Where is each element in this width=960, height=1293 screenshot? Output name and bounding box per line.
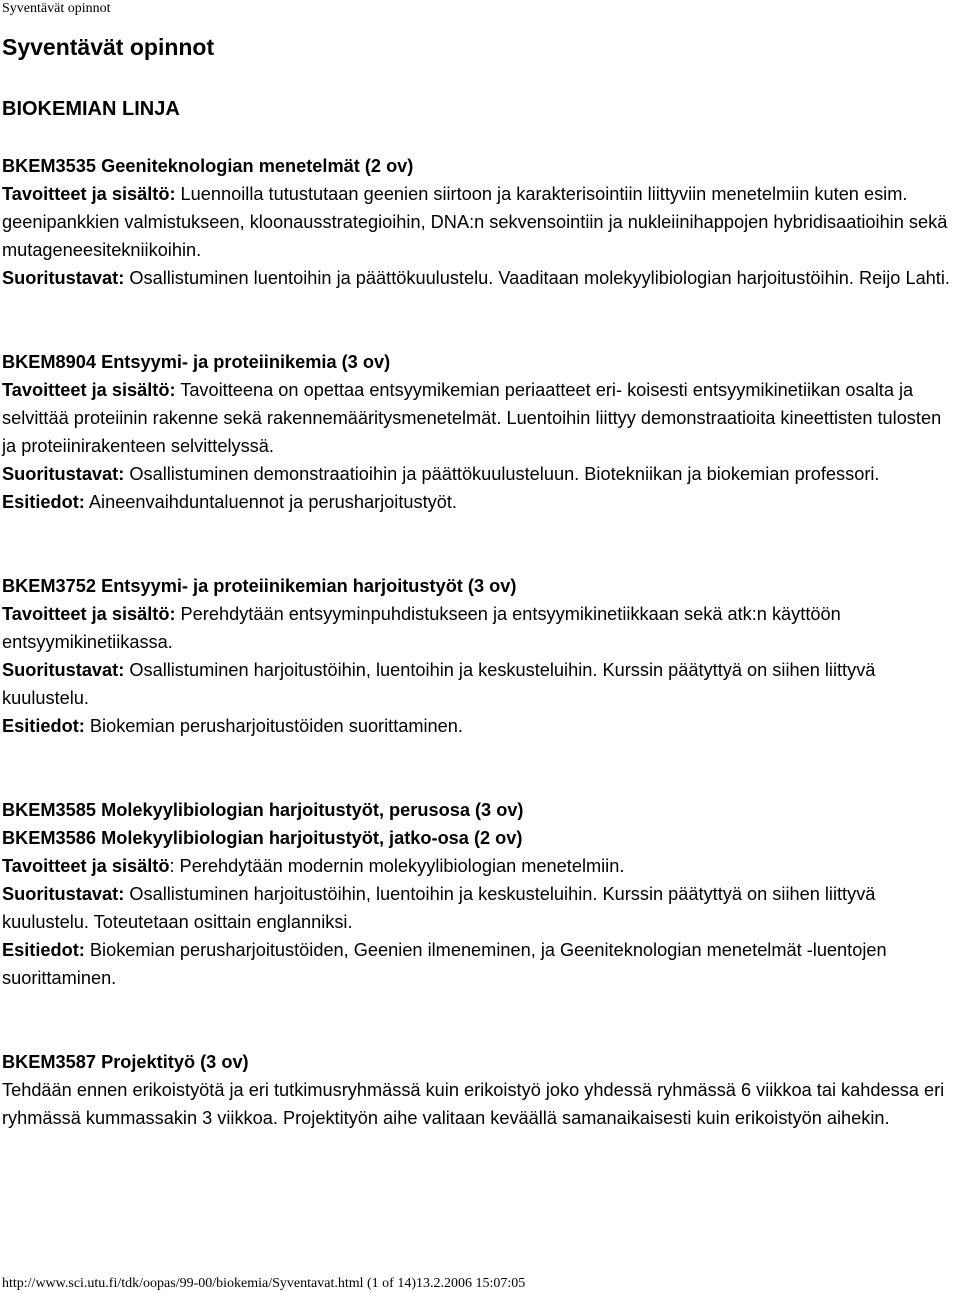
- course-bkem3585-3586: [2, 796, 958, 992]
- methods-label: Suoritustavat:: [2, 884, 125, 904]
- prereq-label: Esitiedot:: [2, 940, 85, 960]
- goals-label: Tavoitteet ja sisältö:: [2, 184, 176, 204]
- course-title: BKEM8904 Entsyymi- ja proteiinikemia (3 ov): [2, 352, 391, 372]
- course-title: BKEM3752 Entsyymi- ja proteiinikemian harjoitustyöt (3 ov): [2, 576, 517, 596]
- methods-label: Suoritustavat:: [2, 268, 125, 288]
- goals-label: Tavoitteet ja sisältö:: [2, 380, 176, 400]
- course-goals: [2, 852, 958, 880]
- course-title: BKEM3587 Projektityö (3 ov): [2, 1052, 249, 1072]
- goals-label: Tavoitteet ja sisältö:: [2, 604, 176, 624]
- methods-text: Osallistuminen demonstraatioihin ja päättökuulusteluun. Biotekniikan ja biokemian professori.: [124, 464, 880, 484]
- methods-text: Osallistuminen harjoitustöihin, luentoihin ja keskusteluihin. Kurssin päätyttyä on siihen liittyvä kuulustelu. Toteutetaan osittain englanniksi.: [2, 884, 876, 932]
- course-prerequisites: [2, 936, 958, 992]
- course-prerequisites: [2, 712, 958, 740]
- running-header: Syventävät opinnot: [2, 1, 111, 16]
- methods-text: Osallistuminen harjoitustöihin, luentoihin ja keskusteluihin. Kurssin päätyttyä on siihen liittyvä kuulustelu.: [2, 660, 876, 708]
- course-methods: [2, 880, 958, 936]
- page-title: Syventävät opinnot: [2, 34, 215, 60]
- course-methods: [2, 264, 958, 292]
- course-methods: [2, 460, 958, 488]
- course-bkem8904: [2, 348, 958, 516]
- course-goals: [2, 180, 958, 264]
- course-methods: [2, 656, 958, 712]
- course-goals: [2, 376, 958, 460]
- course-goals: [2, 600, 958, 656]
- prereq-label: Esitiedot:: [2, 716, 85, 736]
- goals-text: Tavoitteena on opettaa entsyymikemian periaatteet eri- koisesti entsyymikinetiikan osalta ja selvittää proteiinin rakenne sekä rakennemääritysmenetelmät. Luentoihin liittyy demonstraatioita kineettisten tulosten ja proteiinirakenteen selvittelyssä.: [2, 380, 942, 456]
- section-heading: BIOKEMIAN LINJA: [2, 98, 180, 120]
- course-title-secondary: BKEM3586 Molekyylibiologian harjoitustyöt, jatko-osa (2 ov): [2, 828, 523, 848]
- prereq-text: Aineenvaihduntaluennot ja perusharjoitustyöt.: [84, 492, 457, 512]
- goals-label: Tavoitteet ja sisältö: [2, 856, 170, 876]
- course-bkem3535: [2, 152, 958, 292]
- course-bkem3587: [2, 1048, 958, 1132]
- methods-text: Osallistuminen luentoihin ja päättökuulustelu. Vaaditaan molekyylibiologian harjoitustöihin. Reijo Lahti.: [124, 268, 950, 288]
- course-title: BKEM3535 Geeniteknologian menetelmät (2 ov): [2, 156, 414, 176]
- course-bkem3752: [2, 572, 958, 740]
- goals-text: Luennoilla tutustutaan geenien siirtoon ja karakterisointiin liittyviin menetelmiin kuten esim. geenipankkien valmistukseen, kloonausstrategioihin, DNA:n sekvensointiin ja nukleiinihappojen hybridisaatioihin sekä mutageneesitekniikoihin.: [2, 184, 948, 260]
- prereq-text: Biokemian perusharjoitustöiden suorittaminen.: [84, 716, 463, 736]
- course-description: Tehdään ennen erikoistyötä ja eri tutkimusryhmässä kuin erikoistyö joko yhdessä ryhmässä 6 viikkoa tai kahdessa eri ryhmässä kummassakin 3 viikkoa. Projektityön aihe valitaan keväällä samanaikaisesti kuin erikoistyön aihekin.: [2, 1080, 945, 1128]
- course-prerequisites: [2, 488, 958, 516]
- course-title: BKEM3585 Molekyylibiologian harjoitustyöt, perusosa (3 ov): [2, 800, 524, 820]
- running-footer: http://www.sci.utu.fi/tdk/oopas/99-00/biokemia/Syventavat.html (1 of 14)13.2.2006 15:07:05: [2, 1276, 526, 1291]
- prereq-text: Biokemian perusharjoitustöiden, Geenien ilmeneminen, ja Geeniteknologian menetelmät -luentojen suorittaminen.: [2, 940, 887, 988]
- goals-text: Perehdytään entsyyminpuhdistukseen ja entsyymikinetiikkaan sekä atk:n käyttöön entsyymikinetiikassa.: [2, 604, 841, 652]
- goals-text: : Perehdytään modernin molekyylibiologian menetelmiin.: [169, 856, 625, 876]
- document-body: [2, 32, 958, 1132]
- methods-label: Suoritustavat:: [2, 464, 125, 484]
- prereq-label: Esitiedot:: [2, 492, 85, 512]
- methods-label: Suoritustavat:: [2, 660, 125, 680]
